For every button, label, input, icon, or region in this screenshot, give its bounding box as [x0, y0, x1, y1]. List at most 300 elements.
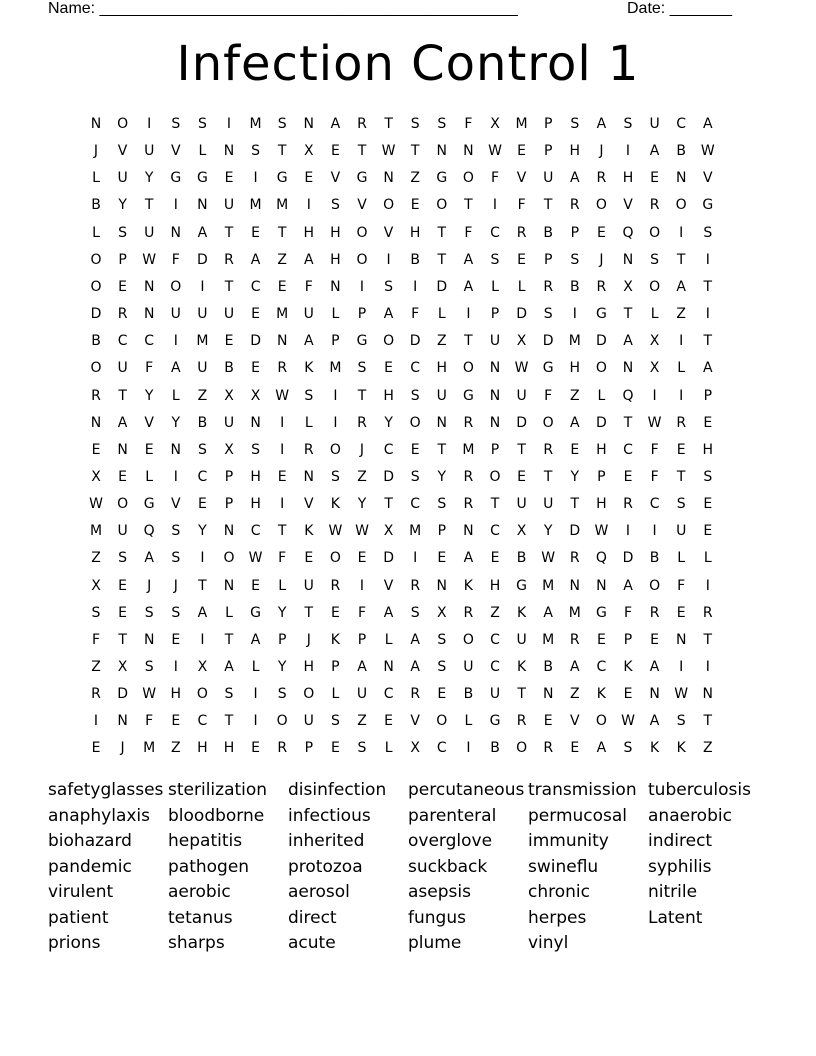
grid-letter[interactable]: O [409, 414, 421, 431]
grid-letter[interactable]: S [304, 387, 314, 404]
grid-letter[interactable]: N [436, 577, 448, 594]
grid-letter[interactable]: C [250, 523, 261, 540]
grid-letter[interactable]: T [517, 441, 526, 458]
grid-letter[interactable]: F [304, 278, 313, 295]
grid-letter[interactable]: P [543, 116, 553, 132]
grid-letter[interactable]: F [464, 224, 473, 241]
grid-letter[interactable]: R [569, 631, 580, 648]
grid-letter[interactable]: I [466, 306, 471, 323]
grid-letter[interactable]: Z [277, 251, 287, 268]
grid-letter[interactable]: O [276, 713, 288, 730]
grid-letter[interactable]: C [623, 441, 633, 458]
grid-letter[interactable]: A [649, 713, 660, 730]
grid-letter[interactable]: M [89, 523, 103, 540]
grid-letter[interactable]: P [118, 251, 127, 268]
grid-letter[interactable]: F [145, 360, 154, 377]
grid-letter[interactable]: D [90, 306, 102, 323]
grid-letter[interactable]: X [250, 387, 261, 404]
grid-letter[interactable]: O [649, 224, 661, 241]
grid-letter[interactable]: A [383, 604, 394, 621]
grid-letter[interactable]: S [410, 468, 420, 485]
grid-letter[interactable]: W [647, 414, 662, 431]
grid-letter[interactable]: V [703, 170, 713, 187]
grid-letter[interactable]: A [623, 577, 633, 594]
grid-letter[interactable]: C [596, 659, 607, 675]
grid-letter[interactable]: H [409, 224, 421, 241]
grid-letter[interactable]: H [330, 224, 341, 241]
grid-letter[interactable]: S [118, 550, 128, 567]
grid-letter[interactable]: L [677, 360, 686, 377]
grid-letter[interactable]: T [623, 306, 633, 323]
grid-letter[interactable]: T [490, 496, 500, 513]
grid-letter[interactable]: T [384, 116, 393, 132]
grid-letter[interactable]: K [517, 604, 527, 621]
grid-letter[interactable]: B [91, 333, 101, 350]
grid-letter[interactable]: F [677, 577, 686, 594]
grid-letter[interactable]: E [330, 604, 340, 621]
grid-letter[interactable]: I [413, 550, 418, 567]
grid-letter[interactable]: N [90, 116, 102, 132]
grid-letter[interactable]: S [118, 224, 128, 241]
grid-letter[interactable]: E [224, 333, 234, 350]
grid-letter[interactable]: X [304, 143, 314, 160]
grid-letter[interactable]: J [359, 441, 365, 458]
grid-letter[interactable]: K [330, 496, 340, 513]
grid-letter[interactable]: B [543, 659, 553, 675]
grid-letter[interactable]: O [595, 360, 607, 377]
grid-letter[interactable]: E [410, 441, 420, 458]
grid-letter[interactable]: R [463, 604, 474, 621]
grid-letter[interactable]: L [145, 468, 154, 485]
grid-letter[interactable]: N [622, 360, 634, 377]
grid-letter[interactable]: T [703, 631, 713, 648]
grid-letter[interactable]: R [303, 441, 314, 458]
grid-letter[interactable]: S [437, 116, 447, 132]
grid-letter[interactable]: A [250, 251, 261, 268]
grid-letter[interactable]: R [91, 686, 101, 703]
grid-letter[interactable]: M [249, 197, 262, 214]
grid-letter[interactable]: N [330, 278, 341, 295]
grid-letter[interactable]: F [623, 604, 633, 621]
grid-letter[interactable]: S [676, 713, 686, 730]
grid-letter[interactable]: I [253, 686, 258, 703]
grid-letter[interactable]: G [462, 387, 474, 404]
grid-letter[interactable]: F [411, 306, 420, 323]
grid-letter[interactable]: E [118, 468, 128, 485]
grid-letter[interactable]: U [197, 360, 208, 377]
grid-letter[interactable]: E [676, 604, 686, 621]
grid-letter[interactable]: C [117, 333, 128, 350]
grid-letter[interactable]: Y [543, 523, 553, 540]
grid-letter[interactable]: D [516, 414, 527, 431]
grid-letter[interactable]: D [542, 333, 554, 350]
grid-letter[interactable]: T [543, 197, 553, 214]
grid-letter[interactable]: I [173, 333, 178, 350]
grid-letter[interactable]: W [488, 143, 502, 160]
grid-letter[interactable]: E [517, 468, 527, 485]
grid-letter[interactable]: U [223, 414, 235, 431]
grid-letter[interactable]: O [595, 197, 607, 214]
grid-letter[interactable]: S [410, 387, 420, 404]
grid-letter[interactable]: I [93, 713, 99, 730]
grid-letter[interactable]: R [623, 496, 633, 513]
grid-letter[interactable]: N [436, 414, 448, 431]
grid-letter[interactable]: F [464, 116, 473, 132]
grid-letter[interactable]: R [543, 278, 554, 295]
grid-letter[interactable]: I [705, 659, 710, 675]
grid-letter[interactable]: L [384, 740, 393, 757]
grid-letter[interactable]: N [489, 360, 501, 377]
grid-letter[interactable]: E [517, 251, 527, 268]
grid-letter[interactable]: N [223, 577, 235, 594]
grid-letter[interactable]: A [649, 659, 660, 675]
grid-letter[interactable]: N [569, 577, 581, 594]
grid-letter[interactable]: I [306, 197, 311, 214]
grid-letter[interactable]: R [357, 116, 367, 132]
grid-letter[interactable]: Z [171, 740, 181, 757]
grid-letter[interactable]: S [384, 278, 394, 295]
grid-letter[interactable]: T [437, 224, 447, 241]
grid-letter[interactable]: T [357, 143, 367, 160]
grid-letter[interactable]: C [490, 659, 500, 675]
grid-letter[interactable]: R [463, 468, 474, 485]
grid-letter[interactable]: E [650, 170, 660, 187]
grid-letter[interactable]: D [383, 468, 394, 485]
name-field-label[interactable]: Name: _______________________________________________ [48, 0, 518, 17]
grid-letter[interactable]: N [675, 631, 687, 648]
grid-letter[interactable]: N [170, 224, 182, 241]
grid-letter[interactable]: E [224, 170, 234, 187]
grid-letter[interactable]: D [436, 278, 448, 295]
grid-letter[interactable]: O [516, 740, 528, 757]
grid-letter[interactable]: L [703, 550, 712, 567]
grid-letter[interactable]: V [117, 143, 128, 160]
grid-letter[interactable]: C [197, 468, 208, 485]
grid-letter[interactable]: R [649, 197, 660, 214]
grid-letter[interactable]: U [117, 523, 128, 540]
grid-letter[interactable]: S [144, 659, 154, 675]
grid-letter[interactable]: A [463, 550, 474, 567]
grid-letter[interactable]: T [224, 713, 234, 730]
grid-letter[interactable]: F [544, 387, 553, 404]
grid-letter[interactable]: L [437, 306, 446, 323]
grid-letter[interactable]: B [569, 278, 580, 295]
grid-letter[interactable]: O [223, 550, 235, 567]
grid-letter[interactable]: V [171, 496, 181, 513]
grid-letter[interactable]: O [489, 468, 501, 485]
grid-letter[interactable]: C [490, 523, 500, 540]
grid-letter[interactable]: A [197, 604, 208, 621]
grid-letter[interactable]: F [650, 468, 659, 485]
grid-letter[interactable]: H [250, 496, 261, 513]
grid-letter[interactable]: T [623, 414, 633, 431]
grid-letter[interactable]: T [570, 496, 580, 513]
grid-letter[interactable]: T [676, 251, 686, 268]
grid-letter[interactable]: N [383, 170, 394, 187]
grid-letter[interactable]: I [200, 550, 205, 567]
grid-letter[interactable]: X [383, 523, 394, 540]
grid-letter[interactable]: S [277, 686, 287, 703]
grid-letter[interactable]: C [197, 713, 208, 730]
grid-letter[interactable]: S [703, 224, 713, 241]
grid-letter[interactable]: I [253, 713, 258, 730]
grid-letter[interactable]: H [383, 387, 394, 404]
grid-letter[interactable]: I [705, 306, 710, 323]
grid-letter[interactable]: E [330, 740, 340, 757]
grid-letter[interactable]: M [568, 604, 581, 621]
grid-letter[interactable]: G [196, 170, 208, 187]
grid-letter[interactable]: E [304, 550, 314, 567]
grid-letter[interactable]: K [517, 659, 527, 675]
grid-letter[interactable]: Z [490, 604, 500, 621]
grid-letter[interactable]: I [173, 468, 178, 485]
grid-letter[interactable]: I [333, 387, 338, 404]
grid-letter[interactable]: X [437, 604, 447, 621]
grid-letter[interactable]: O [649, 577, 661, 594]
grid-letter[interactable]: A [304, 333, 314, 350]
grid-letter[interactable]: I [386, 251, 391, 268]
grid-letter[interactable]: R [463, 414, 474, 431]
grid-letter[interactable]: M [196, 333, 209, 350]
grid-letter[interactable]: E [623, 468, 633, 485]
grid-letter[interactable]: I [280, 414, 285, 431]
grid-letter[interactable]: U [463, 659, 474, 675]
grid-letter[interactable]: D [117, 686, 128, 703]
grid-letter[interactable]: E [251, 577, 261, 594]
grid-letter[interactable]: I [280, 496, 285, 513]
grid-letter[interactable]: T [517, 686, 526, 703]
grid-letter[interactable]: Z [437, 333, 447, 350]
grid-letter[interactable]: H [303, 224, 315, 241]
grid-letter[interactable]: J [599, 251, 604, 268]
grid-letter[interactable]: B [410, 251, 420, 268]
grid-letter[interactable]: L [517, 278, 526, 295]
grid-letter[interactable]: Y [437, 468, 447, 485]
grid-letter[interactable]: B [543, 224, 553, 241]
grid-letter[interactable]: L [597, 387, 606, 404]
grid-letter[interactable]: D [622, 550, 634, 567]
grid-letter[interactable]: U [676, 523, 687, 540]
grid-letter[interactable]: O [90, 251, 102, 268]
grid-letter[interactable]: V [383, 577, 394, 594]
grid-letter[interactable]: S [650, 251, 660, 268]
grid-letter[interactable]: C [676, 116, 687, 132]
grid-letter[interactable]: I [679, 387, 684, 404]
grid-letter[interactable]: E [623, 686, 633, 703]
grid-letter[interactable]: W [275, 387, 290, 404]
grid-letter[interactable]: S [623, 116, 633, 132]
grid-letter[interactable]: I [679, 224, 684, 241]
grid-letter[interactable]: O [117, 496, 129, 513]
grid-letter[interactable]: Q [622, 224, 634, 241]
grid-letter[interactable]: S [437, 496, 447, 513]
grid-letter[interactable]: E [703, 414, 713, 431]
grid-letter[interactable]: N [303, 468, 315, 485]
grid-letter[interactable]: U [223, 197, 235, 214]
grid-letter[interactable]: A [463, 251, 474, 268]
grid-letter[interactable]: L [225, 604, 233, 621]
grid-letter[interactable]: F [91, 631, 101, 648]
grid-letter[interactable]: P [331, 659, 340, 675]
grid-letter[interactable]: A [649, 143, 660, 160]
grid-letter[interactable]: E [330, 143, 340, 160]
grid-letter[interactable]: C [383, 686, 394, 703]
grid-letter[interactable]: E [703, 523, 713, 540]
grid-letter[interactable]: W [621, 713, 635, 730]
grid-letter[interactable]: U [489, 686, 501, 703]
grid-letter[interactable]: U [144, 224, 155, 241]
grid-letter[interactable]: P [357, 306, 367, 323]
grid-letter[interactable]: E [384, 360, 394, 377]
grid-letter[interactable]: S [330, 468, 340, 485]
grid-letter[interactable]: E [596, 224, 606, 241]
grid-letter[interactable]: Z [703, 740, 713, 757]
grid-letter[interactable]: R [91, 387, 101, 404]
grid-letter[interactable]: E [304, 170, 314, 187]
grid-letter[interactable]: E [517, 143, 527, 160]
grid-letter[interactable]: M [568, 333, 581, 350]
grid-letter[interactable]: W [700, 143, 715, 160]
grid-letter[interactable]: G [250, 604, 262, 621]
grid-letter[interactable]: I [226, 116, 232, 132]
grid-letter[interactable]: N [117, 441, 128, 458]
grid-letter[interactable]: G [356, 170, 368, 187]
grid-letter[interactable]: T [277, 523, 287, 540]
grid-letter[interactable]: I [280, 441, 285, 458]
grid-letter[interactable]: W [594, 523, 609, 540]
grid-letter[interactable]: A [463, 278, 474, 295]
grid-letter[interactable]: T [277, 224, 287, 241]
grid-letter[interactable]: O [436, 197, 448, 214]
grid-letter[interactable]: L [677, 550, 686, 567]
grid-letter[interactable]: I [359, 278, 365, 295]
grid-letter[interactable]: S [144, 604, 154, 621]
grid-letter[interactable]: P [543, 143, 553, 160]
grid-letter[interactable]: A [703, 360, 713, 377]
grid-letter[interactable]: G [356, 333, 368, 350]
grid-letter[interactable]: L [331, 306, 340, 323]
grid-letter[interactable]: Q [143, 523, 155, 540]
grid-letter[interactable]: S [251, 143, 261, 160]
grid-letter[interactable]: R [569, 550, 580, 567]
grid-letter[interactable]: X [490, 116, 500, 132]
grid-letter[interactable]: S [357, 360, 367, 377]
grid-letter[interactable]: R [330, 577, 341, 594]
grid-letter[interactable]: A [570, 170, 580, 187]
grid-letter[interactable]: T [118, 387, 127, 404]
grid-letter[interactable]: L [384, 631, 393, 648]
grid-letter[interactable]: I [173, 197, 178, 214]
grid-letter[interactable]: E [144, 441, 154, 458]
grid-letter[interactable]: N [143, 278, 155, 295]
grid-letter[interactable]: N [489, 414, 501, 431]
grid-letter[interactable]: U [356, 686, 368, 703]
grid-letter[interactable]: A [703, 116, 713, 132]
grid-letter[interactable]: O [303, 686, 315, 703]
grid-letter[interactable]: S [197, 116, 207, 132]
grid-letter[interactable]: I [359, 577, 365, 594]
grid-letter[interactable]: L [304, 414, 313, 431]
grid-letter[interactable]: W [541, 550, 556, 567]
grid-letter[interactable]: G [436, 170, 448, 187]
grid-letter[interactable]: X [516, 333, 527, 350]
grid-letter[interactable]: U [117, 360, 128, 377]
grid-letter[interactable]: X [224, 441, 234, 458]
grid-letter[interactable]: F [490, 170, 500, 187]
grid-letter[interactable]: U [516, 631, 527, 648]
grid-letter[interactable]: M [276, 197, 289, 214]
grid-letter[interactable]: Y [277, 604, 287, 621]
grid-letter[interactable]: D [250, 333, 261, 350]
grid-letter[interactable]: N [303, 116, 315, 132]
grid-letter[interactable]: M [143, 740, 156, 757]
grid-letter[interactable]: U [436, 387, 447, 404]
grid-letter[interactable]: D [596, 333, 607, 350]
grid-letter[interactable]: P [437, 523, 447, 540]
grid-letter[interactable]: J [599, 143, 604, 160]
grid-letter[interactable]: L [650, 306, 659, 323]
grid-letter[interactable]: L [491, 278, 499, 295]
grid-letter[interactable]: L [171, 387, 180, 404]
grid-letter[interactable]: J [93, 143, 99, 160]
grid-letter[interactable]: Y [357, 496, 367, 513]
grid-letter[interactable]: I [679, 333, 684, 350]
grid-letter[interactable]: X [649, 360, 660, 377]
grid-letter[interactable]: S [330, 197, 340, 214]
grid-letter[interactable]: N [250, 414, 261, 431]
grid-letter[interactable]: Q [622, 387, 634, 404]
grid-letter[interactable]: Y [171, 414, 181, 431]
grid-letter[interactable]: O [170, 278, 182, 295]
grid-letter[interactable]: P [277, 631, 287, 648]
grid-letter[interactable]: U [516, 387, 527, 404]
grid-letter[interactable]: A [596, 740, 607, 757]
grid-letter[interactable]: U [649, 116, 660, 132]
grid-letter[interactable]: P [703, 387, 713, 404]
grid-letter[interactable]: N [117, 713, 128, 730]
grid-letter[interactable]: E [91, 740, 101, 757]
grid-letter[interactable]: J [306, 631, 311, 648]
grid-letter[interactable]: G [276, 170, 288, 187]
grid-letter[interactable]: H [170, 686, 182, 703]
grid-letter[interactable]: F [145, 713, 154, 730]
grid-letter[interactable]: K [676, 740, 686, 757]
grid-letter[interactable]: A [543, 604, 553, 621]
grid-letter[interactable]: U [303, 577, 314, 594]
grid-letter[interactable]: Y [118, 197, 127, 214]
grid-letter[interactable]: Y [198, 523, 207, 540]
grid-letter[interactable]: A [144, 550, 154, 567]
grid-letter[interactable]: T [464, 197, 473, 214]
grid-letter[interactable]: A [250, 631, 261, 648]
grid-letter[interactable]: A [357, 659, 367, 675]
grid-letter[interactable]: T [676, 468, 686, 485]
grid-letter[interactable]: O [675, 197, 687, 214]
grid-letter[interactable]: B [197, 414, 208, 431]
grid-letter[interactable]: W [328, 523, 343, 540]
grid-letter[interactable]: S [197, 441, 207, 458]
grid-letter[interactable]: T [437, 251, 447, 268]
grid-letter[interactable]: T [198, 577, 207, 594]
grid-letter[interactable]: A [570, 659, 580, 675]
grid-letter[interactable]: C [436, 740, 447, 757]
grid-letter[interactable]: G [595, 306, 607, 323]
grid-letter[interactable]: S [330, 713, 340, 730]
grid-letter[interactable]: U [303, 713, 314, 730]
grid-letter[interactable]: X [91, 577, 101, 594]
grid-letter[interactable]: N [649, 686, 660, 703]
grid-letter[interactable]: C [410, 360, 421, 377]
